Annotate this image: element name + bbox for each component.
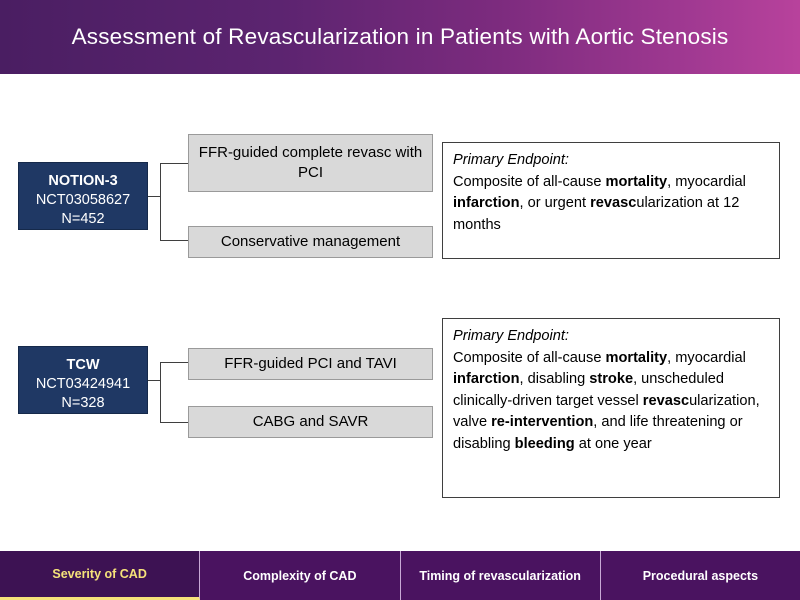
trial-name: TCW — [66, 357, 100, 373]
trial-nct-id: NCT03424941 — [35, 376, 131, 392]
connector-branch-lower — [160, 422, 188, 423]
connector-branch-upper — [160, 163, 188, 164]
trial-sample-size: N=452 — [61, 211, 105, 227]
connector-vertical — [160, 362, 161, 422]
trial-box-tcw — [18, 346, 148, 414]
arm-box-tcw-arm1: FFR-guided PCI and TAVI — [188, 348, 433, 380]
arm-box-notion3-arm2: Conservative management — [188, 226, 433, 258]
footer-tab-complexity-of-cad[interactable]: Complexity of CAD — [200, 551, 400, 600]
trial-sample-size: N=328 — [61, 395, 105, 411]
connector-vertical — [160, 163, 161, 240]
endpoint-title: Primary Endpoint: — [453, 152, 569, 168]
trial-name: NOTION-3 — [48, 173, 118, 189]
connector-branch-upper — [160, 362, 188, 363]
footer-tab-timing-of-revascularization[interactable]: Timing of revascularization — [401, 551, 601, 600]
page-title: Assessment of Revascularization in Patients with Aortic Stenosis — [71, 24, 729, 49]
arm-box-tcw-arm2: CABG and SAVR — [188, 406, 433, 438]
footer-nav — [0, 551, 800, 600]
connector-stem — [148, 196, 160, 197]
endpoint-text: Composite of all-cause mortality, myocardial infarction, disabling stroke, unscheduled clinically-driven target vessel revascularization, valve re-intervention, and life threatening or disabling bleeding at one year — [453, 349, 760, 452]
connector-stem — [148, 380, 160, 381]
trial-box-notion-3 — [18, 162, 148, 230]
footer-tab-procedural-aspects[interactable]: Procedural aspects — [642, 568, 759, 583]
endpoint-title: Primary Endpoint: — [453, 328, 569, 344]
arm-box-notion3-arm1: FFR-guided complete revasc with PCI — [188, 134, 433, 192]
trial-nct-id: NCT03058627 — [35, 192, 131, 208]
connector-branch-lower — [160, 240, 188, 241]
footer-tab-severity-of-cad[interactable]: Severity of CAD — [0, 551, 200, 600]
endpoint-text: Composite of all-cause mortality, myocardial infarction, or urgent revascularization at 12 months — [453, 173, 746, 233]
endpoint-box-tcw — [442, 318, 780, 498]
endpoint-box-notion-3 — [442, 142, 780, 259]
slide-header — [0, 0, 800, 74]
